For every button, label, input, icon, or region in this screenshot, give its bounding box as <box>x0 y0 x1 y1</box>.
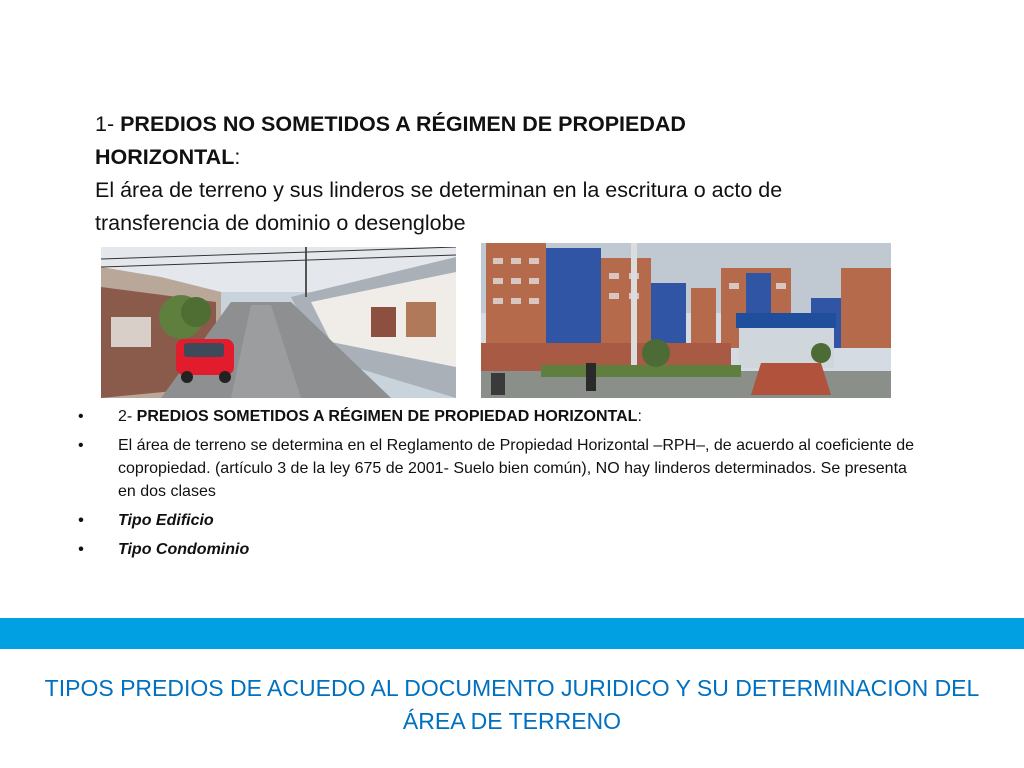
list-item <box>76 509 916 532</box>
bullet-marker: • <box>78 541 84 558</box>
list-item <box>76 538 916 561</box>
list-item <box>76 405 916 428</box>
section-heading <box>95 108 895 240</box>
heading-title-line1: PREDIOS NO SOMETIDOS A RÉGIMEN DE PROPIEDAD <box>120 112 686 136</box>
bullet-marker: • <box>78 408 84 425</box>
heading-title-line2: HORIZONTAL <box>95 145 235 169</box>
item4-text: Tipo Condominio <box>118 541 250 558</box>
slide-title: TIPOS PREDIOS DE ACUEDO AL DOCUMENTO JURIDICO Y SU DETERMINACION DEL ÁREA DE TERRENO <box>44 675 980 734</box>
bullet-marker: • <box>78 437 84 454</box>
bullet-marker: • <box>78 512 84 529</box>
bullet-list <box>76 405 916 567</box>
heading-number: 1- <box>95 112 121 136</box>
heading-colon: : <box>234 145 241 169</box>
item1-suffix: : <box>637 408 642 425</box>
apartment-complex-photo <box>481 243 891 398</box>
accent-band <box>0 618 1024 649</box>
item1-bold: PREDIOS SOMETIDOS A RÉGIMEN DE PROPIEDAD HORIZONTAL <box>136 408 638 425</box>
item2-text: El área de terreno se determina en el Reglamento de Propiedad Horizontal –RPH–, de acuerdo al coeficiente de copropiedad. (artículo 3 de la ley 675 de 2001- Suelo bien común), NO hay linderos determinados. Se presenta en dos clases <box>118 437 915 500</box>
list-item <box>76 434 916 503</box>
item3-text: Tipo Edificio <box>118 512 214 529</box>
heading-body: El área de terreno y sus linderos se determinan en la escritura o acto de transferencia de dominio o desenglobe <box>95 178 783 235</box>
item1-prefix: 2- <box>118 408 137 425</box>
residential-street-photo <box>101 247 456 398</box>
